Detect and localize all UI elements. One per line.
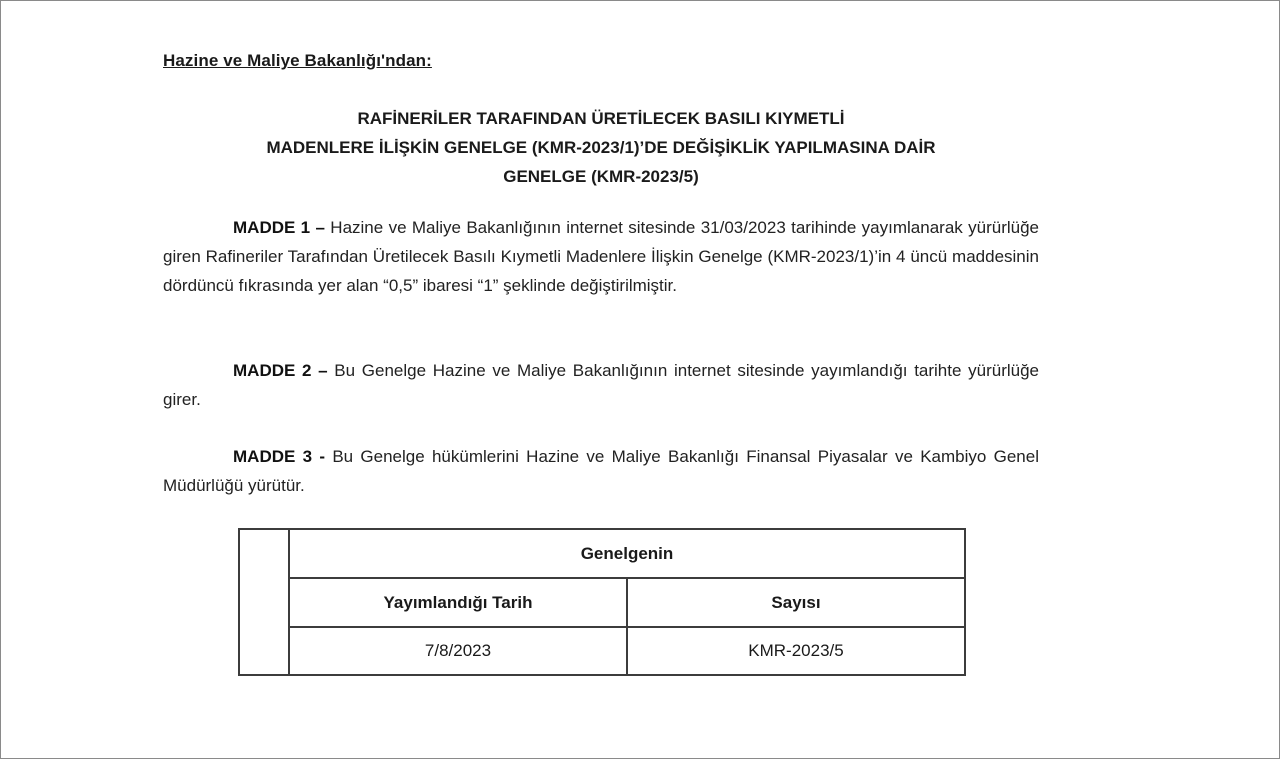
circular-info-table (238, 528, 966, 676)
article-2 (163, 356, 1039, 414)
article-3-text: Bu Genelge hükümlerini Hazine ve Maliye Bakanlığı Finansal Piyasalar ve Kambiyo Genel Müdürlüğü yürütür. (163, 447, 1039, 495)
document-title (163, 104, 1039, 191)
table-date-value: 7/8/2023 (289, 627, 627, 675)
article-1-label: MADDE 1 – (233, 218, 325, 237)
article-1-text: Hazine ve Maliye Bakanlığının internet sitesinde 31/03/2023 tarihinde yayımlanarak yürürlüğe giren Rafineriler Tarafından Üretilecek Basılı Kıymetli Madenlere İlişkin Genelge (KMR-2023/1)’in 4 üncü maddesinin dördüncü fıkrasında yer alan “0,5” ibaresi “1” şeklinde değiştirilmiştir. (163, 218, 1039, 295)
article-2-label: MADDE 2 – (233, 361, 328, 380)
article-2-text: Bu Genelge Hazine ve Maliye Bakanlığının internet sitesinde yayımlandığı tarihte yürürlüğe girer. (163, 361, 1039, 409)
table-date-header: Yayımlandığı Tarih (289, 578, 627, 627)
table-number-value: KMR-2023/5 (627, 627, 965, 675)
table-number-header: Sayısı (627, 578, 965, 627)
title-line-2: MADENLERE İLİŞKİN GENELGE (KMR-2023/1)’DE DEĞİŞİKLİK YAPILMASINA DAİR (266, 138, 936, 157)
issuer-heading: Hazine ve Maliye Bakanlığı'ndan: (163, 51, 432, 70)
article-1 (163, 213, 1039, 300)
table-group-header: Genelgenin (289, 529, 965, 578)
title-line-3: GENELGE (KMR-2023/5) (503, 167, 699, 186)
article-3-label: MADDE 3 - (233, 447, 326, 466)
article-3 (163, 442, 1039, 500)
title-line-1: RAFİNERİLER TARAFINDAN ÜRETİLECEK BASILI KIYMETLİ (357, 109, 845, 128)
table-blank-column (239, 529, 289, 675)
